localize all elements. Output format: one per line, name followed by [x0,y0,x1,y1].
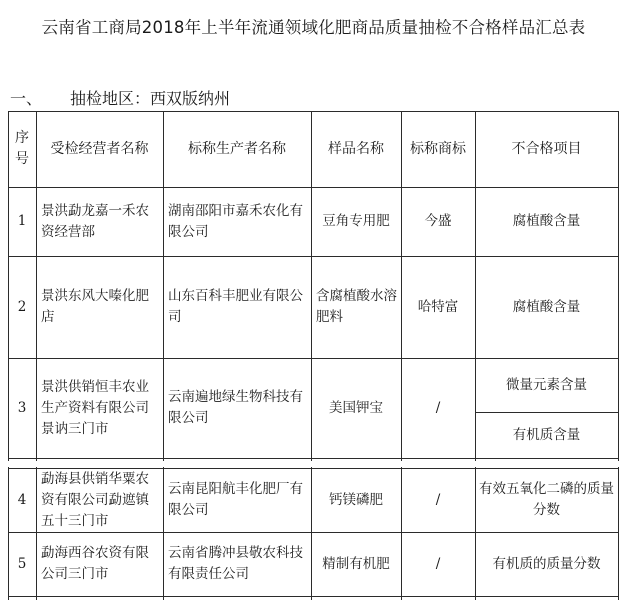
table-cell-failed-item: 有机质的质量分数 [492,555,601,572]
table-cell-brand: / [435,555,441,572]
table-cell-failed-item: 有效五氧化二磷的质量分数 [479,481,614,518]
table-cell-sample: 含腐植酸水溶肥料 [316,288,397,325]
table-cell-failed-item: 腐植酸含量 [512,213,581,229]
table-cell-failed-item: 有机质含量 [512,426,581,443]
table-cell-sample: 精制有机肥 [322,555,390,572]
table-cell-seq: 2 [17,298,27,315]
table-cell-failed-item: 腐植酸含量 [512,298,581,315]
page-break-gap [0,461,627,467]
table-cell-operator: 景洪供销恒丰农业生产资料有限公司景讷三门市 [41,378,149,437]
section-label: 抽检地区：西双版纳州 [70,89,231,108]
table-cell-operator: 景洪勐龙嘉一禾农资经营部 [41,202,149,240]
table-rule [8,596,619,597]
header-producer: 标称生产者名称 [188,140,286,157]
table-cell-producer: 湖南邵阳市嘉禾农化有限公司 [168,202,303,240]
table-cell-producer: 云南昆阳航丰化肥厂有限公司 [168,481,303,518]
section-number: 一、 [10,89,43,108]
table-cell-seq: 5 [17,555,27,572]
table-cell-seq: 4 [17,491,27,508]
table-cell-producer: 云南省腾冲县敬农科技有限责任公司 [168,545,303,582]
header-operator: 受检经营者名称 [50,140,149,157]
table-cell-seq: 1 [17,213,27,229]
table-cell-brand: / [435,491,441,508]
table-cell-sample: 豆角专用肥 [322,213,390,229]
table-cell-operator: 景洪东风大嗪化肥店 [41,288,149,325]
header-failed-items: 不合格项目 [511,140,582,157]
table-cell-operator: 勐海县供销华粟农资有限公司勐遮镇五十三门市 [41,470,149,529]
table-cell-producer: 云南遍地绿生物科技有限公司 [168,389,303,426]
table-cell-failed-item: 微量元素含量 [506,376,587,393]
table-cell-brand: 今盛 [424,213,452,229]
header-sample: 样品名称 [328,140,384,157]
table-cell-operator: 勐海西谷农资有限公司三门市 [41,545,149,582]
table-cell-brand: / [435,399,441,416]
table-cell-sample: 钙镁磷肥 [329,491,383,508]
table-cell-seq: 3 [17,399,27,416]
table-cell-producer: 山东百科丰肥业有限公司 [168,288,303,325]
table-rule [8,458,619,459]
table-rule [618,111,619,600]
table-cell-brand: 哈特富 [417,298,459,315]
table-cell-sample: 美国钾宝 [329,399,383,416]
document-title: 云南省工商局2018年上半年流通领域化肥商品质量抽检不合格样品汇总表 [41,18,586,37]
header-seq: 序号 [15,130,29,167]
header-brand: 标称商标 [410,140,466,157]
